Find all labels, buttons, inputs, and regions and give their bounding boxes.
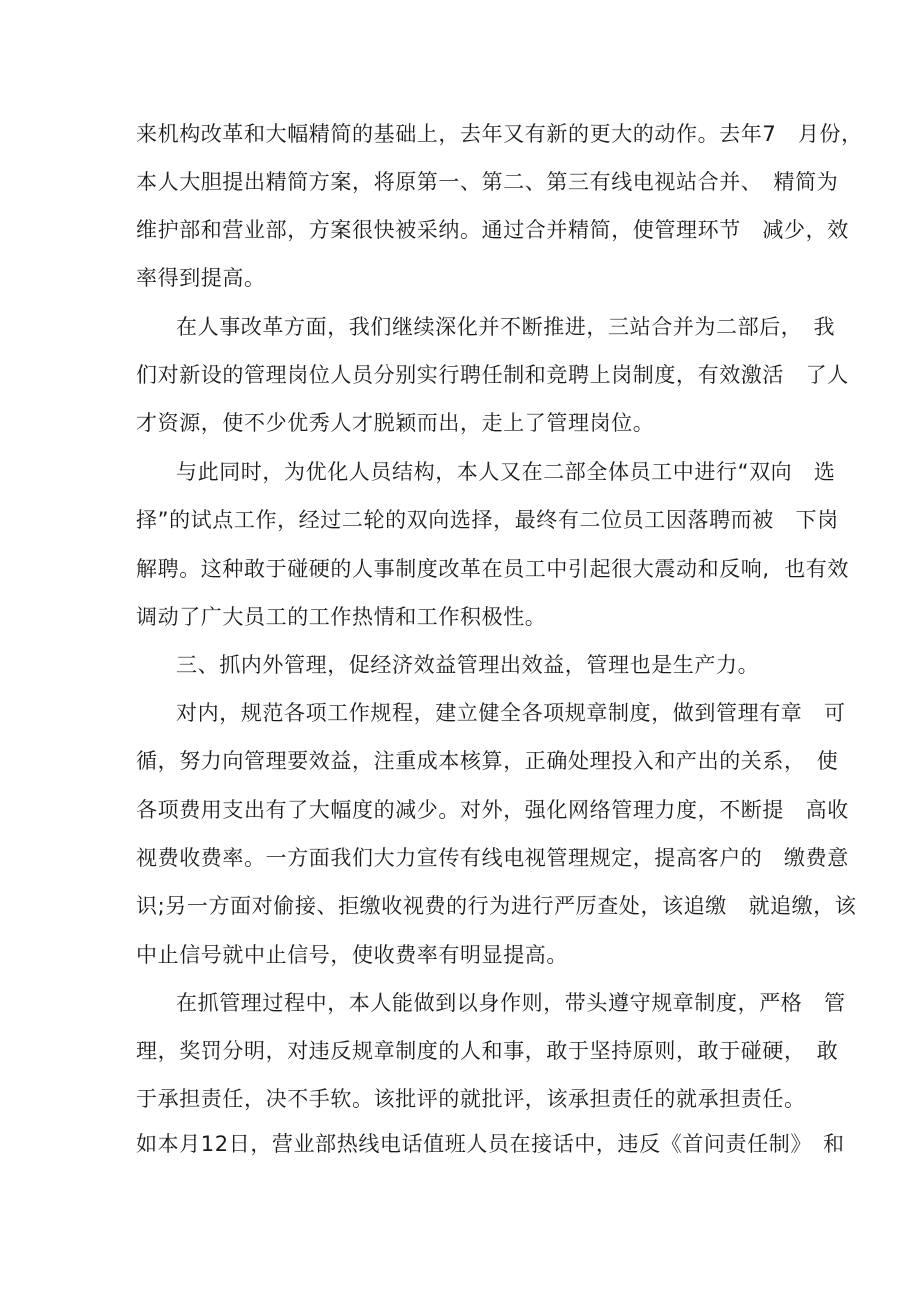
text-line: 对内，规范各项工作规程，建立健全各项规章制度，做到管理有章 可 — [176, 701, 846, 725]
text-line: 循，努力向管理要效益，注重成本核算，正确处理投入和产出的关系， 使 — [136, 749, 839, 773]
text-line: 择”的试点工作，经过二轮的双向选择，最终有二位员工因落聘而被 下岗 — [136, 508, 839, 532]
text-line: 本人大胆提出精简方案，将原第一、第二、第三有线电视站合并、 精简为 — [136, 170, 839, 194]
text-line: 解聘。这种敢于碰硬的人事制度改革在员工中引起很大震动和反响, 也有效 — [136, 557, 850, 581]
text-line: 与此同时，为优化人员结构，本人又在二部全体员工中进行“双向 选 — [176, 460, 836, 484]
text-line: 才资源，使不少优秀人才脱颖而出，走上了管理岗位。 — [136, 411, 655, 435]
text-line: 理，奖罚分明，对违反规章制度的人和事，敢于坚持原则，敢于碰硬， 敢 — [136, 1039, 839, 1063]
text-line: 们对新设的管理岗位人员分别实行聘任制和竞聘上岗制度，有效激活 了人 — [136, 363, 849, 387]
text-line: 中止信号就中止信号，使收费率有明显提高。 — [136, 943, 568, 967]
text-line: 来机构改革和大幅精简的基础上，去年又有新的更大的动作。去年7 月份， — [136, 122, 863, 146]
text-line: 维护部和营业部，方案很快被采纳。通过合并精简，使管理环节 减少，效 — [136, 218, 849, 242]
text-line: 如本月12日，营业部热线电话值班人员在接话中，违反《首问责任制》 和 — [136, 1132, 845, 1156]
text-line: 率得到提高。 — [136, 266, 266, 290]
text-line: 在抓管理过程中，本人能做到以身作则，带头遵守规章制度，严格 管 — [176, 991, 846, 1015]
text-line: 各项费用支出有了大幅度的减少。对外，强化网络管理力度，不断提 高收 — [136, 798, 849, 822]
text-line: 于承担责任，决不手软。该批评的就批评，该承担责任的就承担责任。 — [136, 1087, 806, 1111]
text-line: 识;另一方面对偷接、拒缴收视费的行为进行严厉查处，该追缴 就追缴，该 — [136, 894, 857, 918]
text-line: 调动了广大员工的工作热情和工作积极性。 — [136, 605, 547, 629]
text-line: 在人事改革方面，我们继续深化并不断推进，三站合并为二部后， 我 — [176, 315, 836, 339]
text-line: 三、抓内外管理，促经济效益管理出效益，管理也是生产力。 — [176, 653, 760, 677]
text-line: 视费收费率。一方面我们大力宣传有线电视管理规定，提高客户的 缴费意 — [136, 846, 849, 870]
